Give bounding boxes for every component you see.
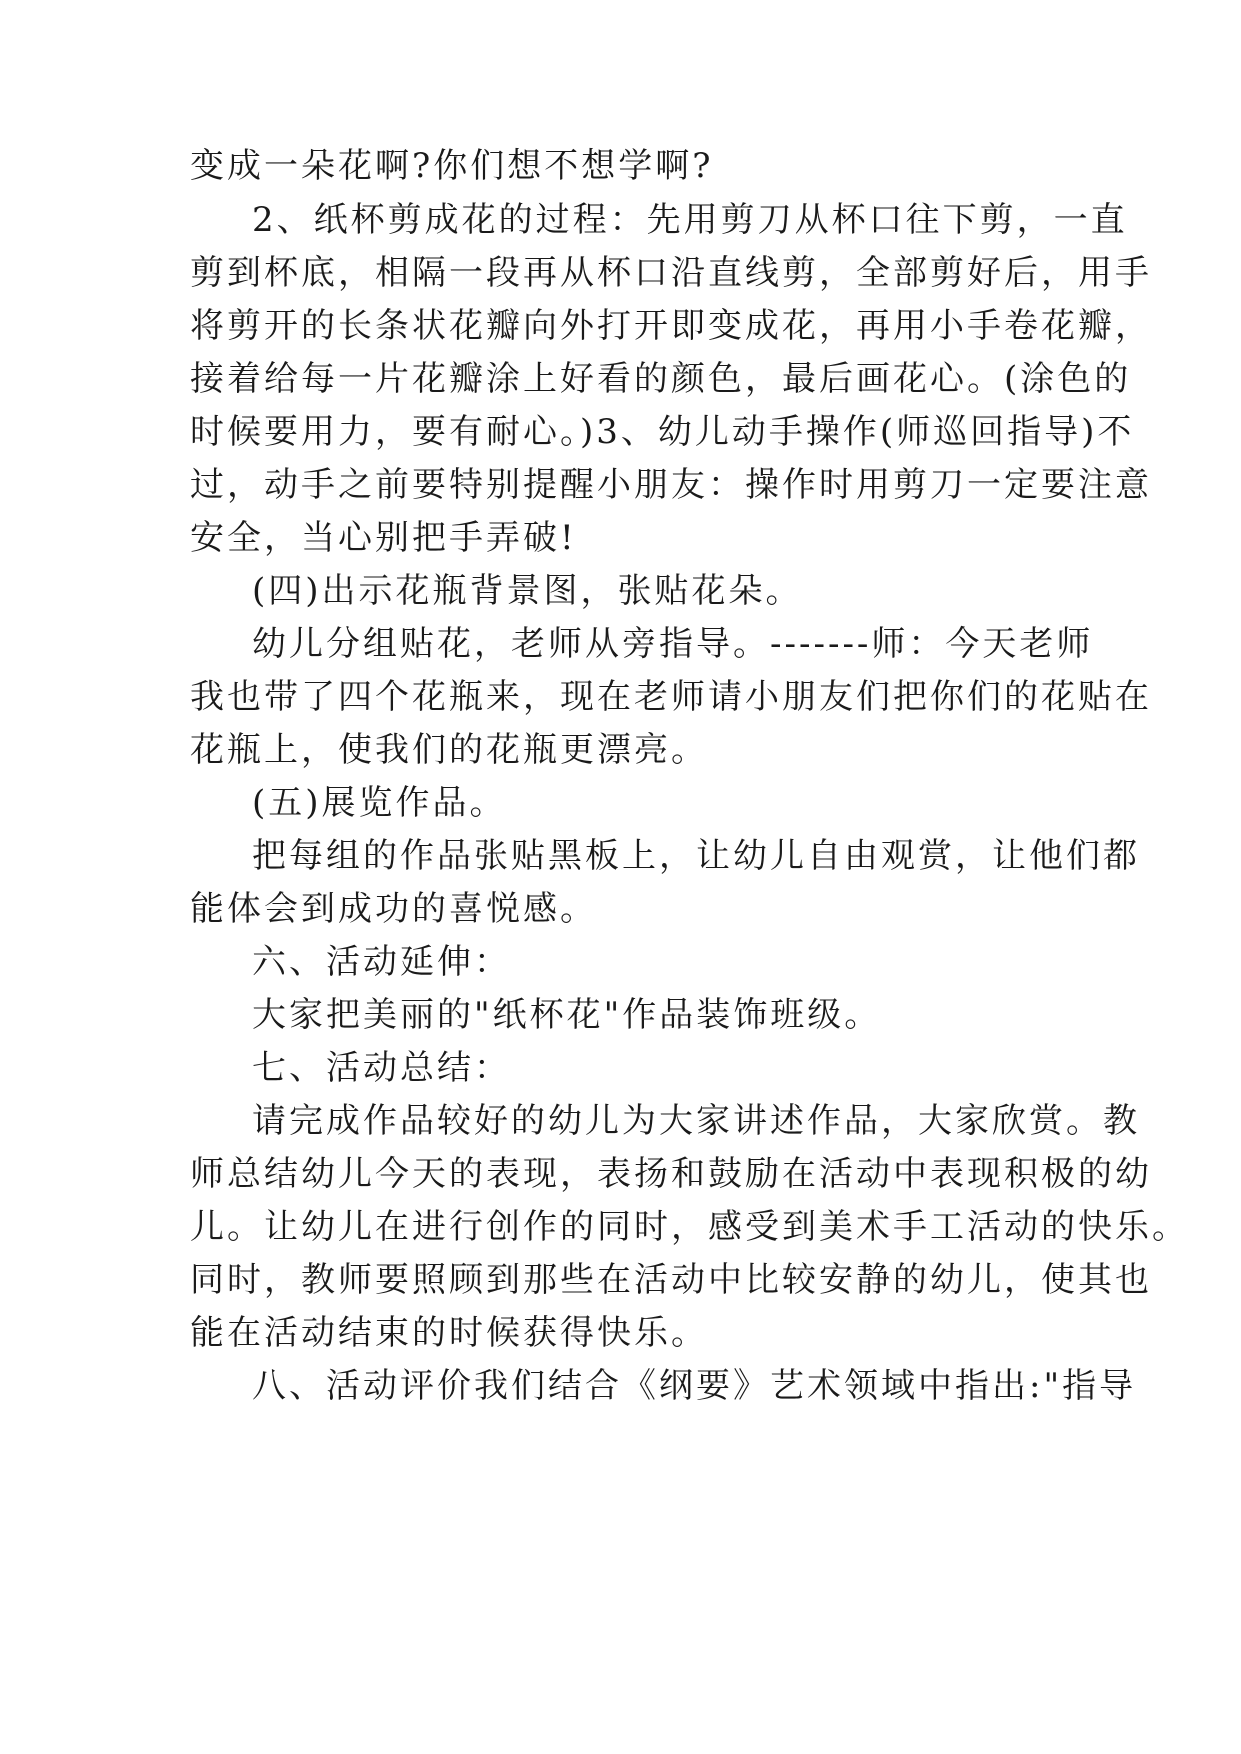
text-line: 儿。让幼儿在进行创作的同时，感受到美术手工活动的快乐。 (190, 1207, 1189, 1247)
text-line: 花瓶上，使我们的花瓶更漂亮。 (190, 730, 708, 770)
text-line: 将剪开的长条状花瓣向外打开即变成花，再用小手卷花瓣， (190, 306, 1152, 346)
text-line: 时候要用力，要有耐心。)3、幼儿动手操作(师巡回指导)不 (190, 412, 1135, 452)
text-line: 师总结幼儿今天的表现，表扬和鼓励在活动中表现积极的幼 (190, 1154, 1152, 1194)
text-line: 能体会到成功的喜悦感。 (190, 889, 597, 929)
text-line: 大家把美丽的"纸杯花"作品装饰班级。 (252, 995, 882, 1035)
text-line: 剪到杯底，相隔一段再从杯口沿直线剪，全部剪好后，用手 (190, 253, 1152, 293)
text-line: 变成一朵花啊?你们想不想学啊? (190, 146, 714, 186)
text-line: 过，动手之前要特别提醒小朋友：操作时用剪刀一定要注意 (190, 465, 1152, 505)
section-heading: 八、活动评价我们结合《纲要》艺术领域中指出:"指导 (252, 1366, 1137, 1406)
text-line: 我也带了四个花瓶来，现在老师请小朋友们把你们的花贴在 (190, 677, 1152, 717)
text-line: 把每组的作品张贴黑板上，让幼儿自由观赏，让他们都 (252, 836, 1140, 876)
text-line: 接着给每一片花瓣涂上好看的颜色，最后画花心。(涂色的 (190, 359, 1132, 399)
text-line: 幼儿分组贴花，老师从旁指导。-------师：今天老师 (252, 624, 1094, 664)
text-line: (五)展览作品。 (252, 783, 507, 823)
text-line: 2、纸杯剪成花的过程：先用剪刀从杯口往下剪，一直 (252, 200, 1128, 240)
text-line: 安全，当心别把手弄破! (190, 518, 577, 558)
section-heading: 六、活动延伸： (252, 942, 511, 982)
text-line: 同时，教师要照顾到那些在活动中比较安静的幼儿，使其也 (190, 1260, 1152, 1300)
section-heading: 七、活动总结： (252, 1048, 511, 1088)
text-line: (四)出示花瓶背景图，张贴花朵。 (252, 571, 803, 611)
text-line: 请完成作品较好的幼儿为大家讲述作品，大家欣赏。教 (252, 1101, 1140, 1141)
text-line: 能在活动结束的时候获得快乐。 (190, 1313, 708, 1353)
